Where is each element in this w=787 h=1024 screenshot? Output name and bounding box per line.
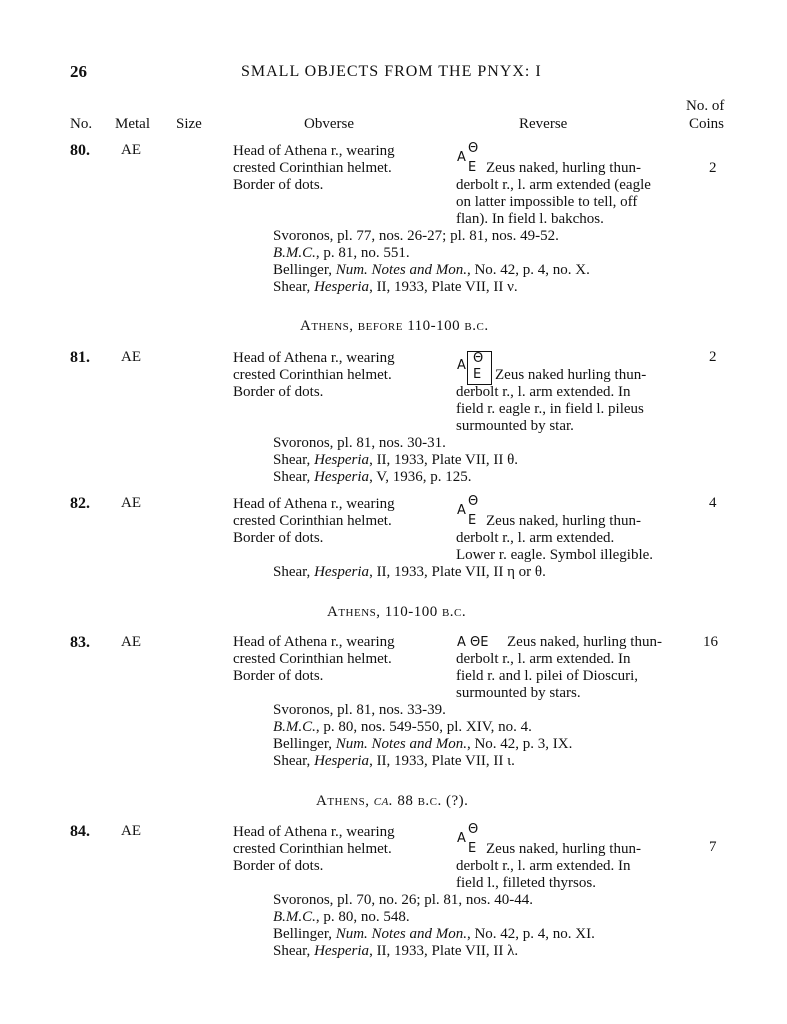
reverse-line: derbolt r., l. arm extended (eagle	[456, 177, 651, 193]
coin-legend-top: Θ	[473, 351, 484, 366]
reverse-line: surmounted by stars.	[456, 685, 581, 701]
reference-line: Shear, Hesperia, II, 1933, Plate VII, II ι.	[273, 753, 515, 769]
entry-metal: AE	[121, 349, 141, 365]
running-title: SMALL OBJECTS FROM THE PNYX: I	[241, 63, 542, 80]
coin-count: 2	[709, 349, 717, 365]
reverse-line: derbolt r., l. arm extended.	[456, 530, 615, 546]
reverse-line: derbolt r., l. arm extended. In	[456, 384, 631, 400]
reference-line: B.M.C., p. 80, no. 548.	[273, 909, 410, 925]
obverse-line: Border of dots.	[233, 530, 324, 546]
section-heading: Athens, ca. 88 b.c. (?).	[316, 793, 469, 809]
reference-line: Shear, Hesperia, II, 1933, Plate VII, II ν.	[273, 279, 518, 295]
reverse-line: on latter impossible to tell, off	[456, 194, 638, 210]
entry-number: 80.	[70, 142, 90, 159]
coin-legend-right: E	[468, 160, 477, 175]
obverse-line: crested Corinthian helmet.	[233, 841, 392, 857]
coin-legend-left: A	[457, 503, 466, 518]
obverse-line: Head of Athena r., wearing	[233, 634, 395, 650]
column-header-coins-line2: Coins	[689, 116, 725, 132]
reference-line: Shear, Hesperia, II, 1933, Plate VII, II λ.	[273, 943, 519, 959]
entry-metal: AE	[121, 634, 141, 650]
entry-metal: AE	[121, 495, 141, 511]
reference-line: Svoronos, pl. 77, nos. 26-27; pl. 81, nos. 49-52.	[273, 228, 559, 244]
reverse-line: Zeus naked hurling thun-	[495, 367, 647, 383]
obverse-line: Head of Athena r., wearing	[233, 143, 395, 159]
reverse-line: field r. eagle r., in field l. pileus	[456, 401, 644, 417]
coin-legend-left: A	[457, 150, 466, 165]
entry-metal: AE	[121, 823, 141, 839]
column-header-size: Size	[176, 116, 202, 132]
coin-legend-right: E	[473, 367, 482, 382]
entry-number: 84.	[70, 823, 90, 840]
obverse-line: Border of dots.	[233, 858, 324, 874]
obverse-line: crested Corinthian helmet.	[233, 513, 392, 529]
reference-line: Svoronos, pl. 81, nos. 30-31.	[273, 435, 446, 451]
obverse-line: Border of dots.	[233, 177, 324, 193]
coin-count: 16	[703, 634, 718, 650]
legend-bracket-right	[487, 351, 492, 385]
reverse-line: field r. and l. pilei of Dioscuri,	[456, 668, 639, 684]
reverse-line: flan). In field l. bakchos.	[456, 211, 604, 227]
reverse-line: Zeus naked, hurling thun-	[507, 634, 662, 650]
section-heading: Athens, before 110-100 b.c.	[300, 318, 489, 334]
column-header-reverse: Reverse	[519, 116, 568, 132]
reference-line: Shear, Hesperia, II, 1933, Plate VII, II η or θ.	[273, 564, 546, 580]
reverse-line: derbolt r., l. arm extended. In	[456, 651, 631, 667]
obverse-line: crested Corinthian helmet.	[233, 367, 392, 383]
reference-line: Svoronos, pl. 70, no. 26; pl. 81, nos. 40-44.	[273, 892, 534, 908]
column-header-no: No.	[70, 116, 93, 132]
entry-number: 81.	[70, 349, 90, 366]
coin-legend-top: Θ	[468, 822, 479, 837]
reference-line: Shear, Hesperia, V, 1936, p. 125.	[273, 469, 472, 485]
coin-count: 7	[709, 839, 717, 855]
reference-line: Shear, Hesperia, II, 1933, Plate VII, II θ.	[273, 452, 519, 468]
reverse-line: field l., filleted thyrsos.	[456, 875, 596, 891]
coin-legend-left: A	[457, 358, 466, 373]
obverse-line: crested Corinthian helmet.	[233, 651, 392, 667]
coin-legend-top: Θ	[468, 141, 479, 156]
obverse-line: Head of Athena r., wearing	[233, 496, 395, 512]
reverse-line: Zeus naked, hurling thun-	[486, 160, 641, 176]
column-header-coins-line1: No. of	[686, 98, 725, 114]
reference-line: B.M.C., p. 81, no. 551.	[273, 245, 410, 261]
entry-number: 83.	[70, 634, 90, 651]
obverse-line: Head of Athena r., wearing	[233, 350, 395, 366]
reverse-line: Lower r. eagle. Symbol illegible.	[456, 547, 654, 563]
coin-legend-top: Θ	[468, 494, 479, 509]
entry-number: 82.	[70, 495, 90, 512]
reverse-line: Zeus naked, hurling thun-	[486, 841, 641, 857]
page-number: 26	[70, 62, 87, 81]
coin-count: 4	[709, 495, 717, 511]
reverse-line: Zeus naked, hurling thun-	[486, 513, 641, 529]
reverse-line: surmounted by star.	[456, 418, 574, 434]
coin-legend: A ΘE	[457, 635, 489, 650]
coin-legend-left: A	[457, 831, 466, 846]
obverse-line: crested Corinthian helmet.	[233, 160, 392, 176]
coin-legend-right: E	[468, 841, 477, 856]
reference-line: Bellinger, Num. Notes and Mon., No. 42, p. 3, IX.	[273, 736, 573, 752]
obverse-line: Head of Athena r., wearing	[233, 824, 395, 840]
reference-line: B.M.C., p. 80, nos. 549-550, pl. XIV, no. 4.	[273, 719, 532, 735]
reference-line: Svoronos, pl. 81, nos. 33-39.	[273, 702, 446, 718]
reference-line: Bellinger, Num. Notes and Mon., No. 42, p. 4, no. XI.	[273, 926, 595, 942]
obverse-line: Border of dots.	[233, 384, 324, 400]
entry-metal: AE	[121, 142, 141, 158]
section-heading: Athens, 110-100 b.c.	[327, 604, 467, 620]
coin-count: 2	[709, 160, 717, 176]
column-header-metal: Metal	[115, 116, 150, 132]
reverse-line: derbolt r., l. arm extended. In	[456, 858, 631, 874]
reference-line: Bellinger, Num. Notes and Mon., No. 42, p. 4, no. X.	[273, 262, 590, 278]
coin-legend-right: E	[468, 513, 477, 528]
obverse-line: Border of dots.	[233, 668, 324, 684]
column-header-obverse: Obverse	[304, 116, 354, 132]
